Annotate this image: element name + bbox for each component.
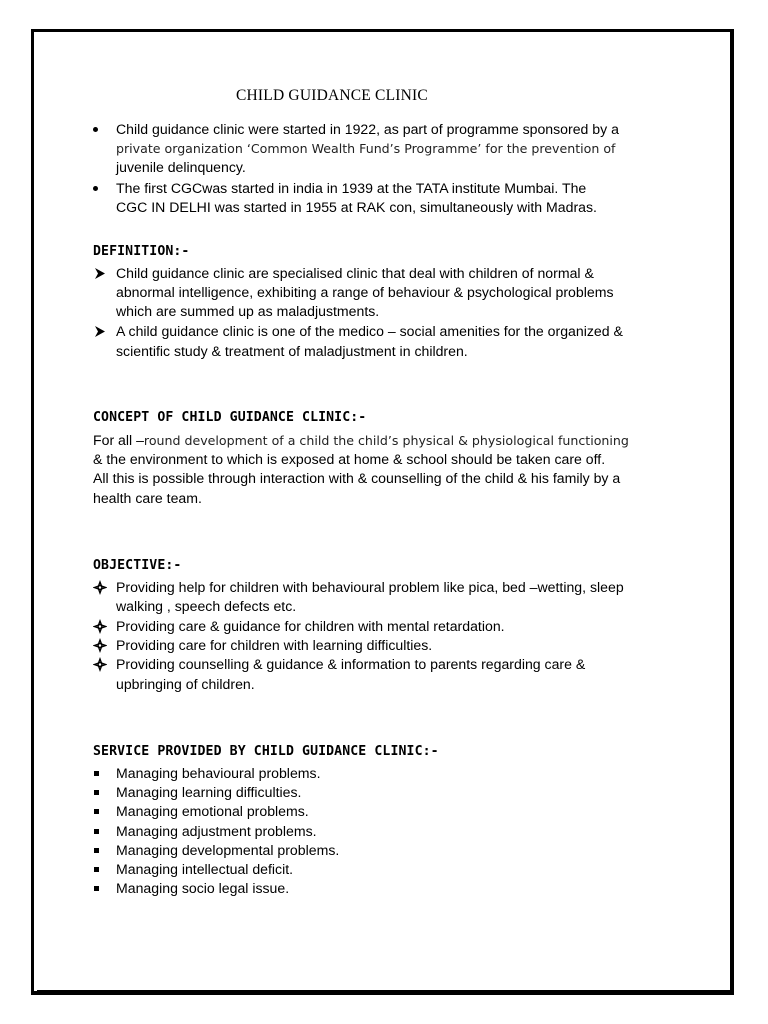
objective-item-4-line-1: Providing counselling & guidance & information to parents regarding care & (116, 656, 586, 672)
intro-item-2-line-2: CGC IN DELHI was started in 1955 at RAK con, simultaneously with Madras. (116, 199, 597, 215)
concept-line-2: & the environment to which is exposed at home & school should be taken care off. (93, 451, 606, 467)
square-bullet-icon (94, 848, 99, 853)
square-bullet-icon (94, 809, 99, 814)
objective-item-1-line-1: Providing help for children with behavioural problem like pica, bed –wetting, sleep (116, 579, 624, 595)
concept-line-1-start: For all – (93, 432, 144, 448)
intro-item-1-line-2: private organization ‘Common Wealth Fund’s Programme’ for the prevention of (116, 141, 616, 156)
definition-item-1-line-1: Child guidance clinic are specialised clinic that deal with children of normal & (116, 265, 594, 281)
service-item: Managing intellectual deficit. (116, 861, 294, 877)
square-bullet-icon (94, 790, 99, 795)
page-border-inner-line (37, 990, 734, 991)
square-bullet-icon (94, 771, 99, 776)
square-bullet-icon (94, 886, 99, 891)
arrowhead-bullet-icon (93, 322, 107, 341)
concept-line-1-rest: round development of a child the child’s physical & physiological functioning (143, 433, 629, 448)
objective-item-4-line-2: upbringing of children. (116, 676, 255, 692)
square-bullet-icon (94, 867, 99, 872)
concept-line-1 (93, 431, 629, 450)
intro-item-1-line-1: Child guidance clinic were started in 1922, as part of programme sponsored by a (116, 121, 619, 137)
square-bullet-icon (94, 829, 99, 834)
service-item: Managing socio legal issue. (116, 880, 290, 896)
objective-item-3: Providing care for children with learning difficulties. (116, 637, 433, 653)
service-item: Managing developmental problems. (116, 842, 340, 858)
definition-item-1-line-3: which are summed up as maladjustments. (116, 303, 380, 319)
round-bullet-icon (93, 186, 98, 191)
diamond-bullet-icon (93, 655, 107, 674)
intro-item-1-line-3: juvenile delinquency. (116, 159, 246, 175)
objective-item-2: Providing care & guidance for children with mental retardation. (116, 618, 505, 634)
arrowhead-bullet-icon (93, 264, 107, 283)
diamond-bullet-icon (93, 578, 107, 597)
page-title: CHILD GUIDANCE CLINIC (236, 87, 428, 104)
objective-heading: OBJECTIVE:- (93, 558, 182, 573)
concept-heading: CONCEPT OF CHILD GUIDANCE CLINIC:- (93, 410, 367, 425)
objective-item-1-line-2: walking , speech defects etc. (116, 598, 297, 614)
service-item: Managing behavioural problems. (116, 765, 321, 781)
round-bullet-icon (93, 127, 98, 132)
definition-item-2-line-1: A child guidance clinic is one of the medico – social amenities for the organized & (116, 323, 623, 339)
definition-item-1-line-2: abnormal intelligence, exhibiting a range of behaviour & psychological problems (116, 284, 614, 300)
intro-item-2-line-1: The first CGCwas started in india in 1939 at the TATA institute Mumbai. The (116, 180, 587, 196)
services-heading: SERVICE PROVIDED BY CHILD GUIDANCE CLINIC:- (93, 744, 439, 759)
service-item: Managing learning difficulties. (116, 784, 302, 800)
diamond-bullet-icon (93, 617, 107, 636)
diamond-bullet-icon (93, 636, 107, 655)
concept-line-3: All this is possible through interaction with & counselling of the child & his family by a (93, 470, 621, 486)
definition-heading: DEFINITION:- (93, 244, 190, 259)
service-item: Managing adjustment problems. (116, 823, 317, 839)
service-item: Managing emotional problems. (116, 803, 309, 819)
concept-line-4: health care team. (93, 490, 202, 506)
definition-item-2-line-2: scientific study & treatment of maladjustment in children. (116, 343, 468, 359)
